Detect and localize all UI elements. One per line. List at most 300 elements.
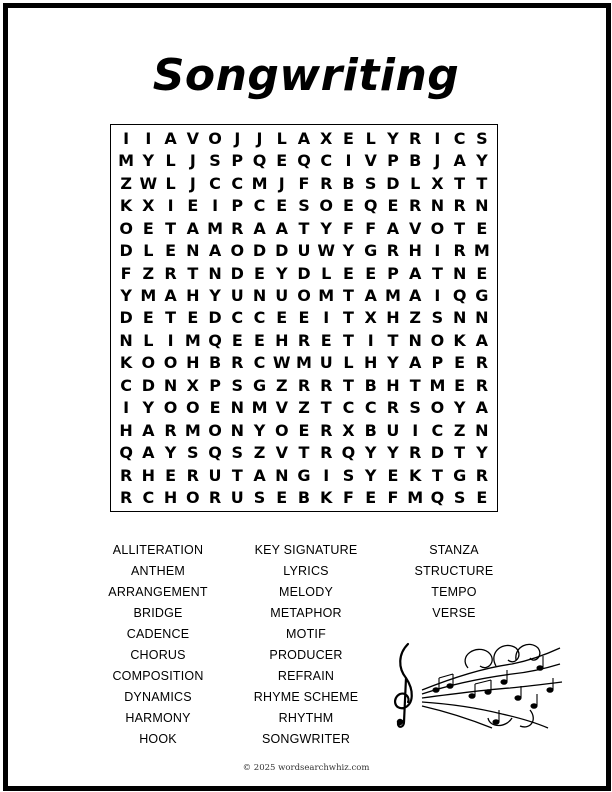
grid-letter: A [386,218,400,238]
grid-letter: A [364,286,377,306]
grid-letter: V [275,443,288,463]
grid-letter: D [297,263,311,283]
grid-letter: Y [387,353,399,373]
grid-letter: I [167,196,174,216]
grid-letter: G [364,241,378,261]
grid-letter: T [454,443,466,463]
grid-letter: T [454,173,466,193]
grid-letter: F [387,488,399,508]
grid-letter: E [165,465,177,485]
grid-letter: V [186,128,200,148]
grid-letter: M [184,330,201,350]
word-list-item: LYRICS [283,564,329,578]
grid-letter: Y [476,443,488,463]
grid-letter: J [189,151,196,171]
grid-letter: U [319,353,333,373]
grid-letter: R [409,128,422,148]
grid-letter: L [143,241,154,261]
grid-letter: E [276,308,288,328]
grid-letter: Y [253,420,266,440]
grid-letter: I [367,330,374,350]
grid-letter: P [231,196,244,216]
grid-letter: E [342,128,354,148]
grid-letter: O [186,488,200,508]
word-list-item: HOOK [139,732,177,746]
word-list-item: CADENCE [126,627,190,641]
grid-letter: E [276,196,288,216]
grid-letter: J [256,128,263,148]
grid-letter: A [408,353,422,373]
grid-letter: Z [253,443,266,463]
grid-letter: T [431,465,443,485]
grid-letter: U [230,488,244,508]
grid-letter: E [142,308,154,328]
grid-letter: R [320,420,333,440]
grid-letter: M [384,286,401,306]
grid-letter: M [251,173,268,193]
grid-letter: M [140,286,157,306]
grid-letter: R [119,465,133,485]
word-list-item: RHYTHM [278,711,334,725]
grid-letter: C [453,128,466,148]
grid-letter: X [342,420,355,440]
grid-letter: K [320,488,333,508]
grid-letter: U [208,465,222,485]
grid-letter: R [119,488,133,508]
grid-letter: Q [297,151,311,171]
grid-letter: C [253,196,266,216]
grid-letter: T [165,218,177,238]
copyright-footer: © 2025 wordsearchwhiz.com [242,763,370,773]
grid-letter: P [231,151,244,171]
grid-letter: E [387,196,399,216]
grid-letter: A [253,465,266,485]
word-list-item: CHORUS [130,648,186,662]
word-list-item: MOTIF [286,627,326,641]
grid-letter: E [342,263,354,283]
grid-letter: O [208,128,222,148]
grid-letter: D [230,263,244,283]
grid-letter: A [164,128,177,148]
word-list-item: BRIDGE [133,606,183,620]
grid-letter: E [298,308,310,328]
grid-letter: H [275,330,289,350]
grid-letter: I [434,241,441,261]
word-list-item: STANZA [429,543,479,557]
word-list-item: ALLITERATION [112,543,204,557]
grid-letter: Z [409,308,421,328]
grid-letter: L [343,353,354,373]
grid-letter: N [475,196,489,216]
grid-letter: N [408,330,422,350]
word-list-column-1 [100,540,216,750]
grid-letter: D [252,241,267,261]
grid-letter: T [231,465,243,485]
grid-letter: B [364,420,377,440]
grid-letter: E [342,196,354,216]
word-list-item: VERSE [432,606,476,620]
grid-letter: O [141,353,156,373]
grid-letter: A [408,286,422,306]
grid-letter: O [208,420,222,440]
grid-letter: R [320,173,333,193]
grid-letter: F [120,263,132,283]
grid-letter: E [254,263,265,283]
grid-letter: L [165,151,176,171]
grid-letter: Z [275,375,288,395]
grid-letter: D [275,241,289,261]
grid-letter: N [230,420,244,440]
grid-letter: S [231,375,244,395]
grid-letter: E [209,398,221,418]
grid-letter: P [209,375,221,395]
word-list-item: STRUCTURE [414,564,494,578]
grid-letter: K [408,465,422,485]
grid-letter: R [475,465,489,485]
word-list-item: HARMONY [125,711,191,725]
grid-letter: C [431,420,444,440]
grid-letter: N [252,286,267,306]
grid-letter: R [186,465,199,485]
grid-letter: N [475,308,489,328]
grid-letter: M [296,353,312,373]
grid-letter: R [164,420,177,440]
grid-letter: R [386,398,400,418]
grid-letter: J [189,173,196,193]
grid-letter: D [141,375,155,395]
grid-letter: R [297,375,311,395]
grid-letter: R [386,241,400,261]
word-list-item: SONGWRITER [261,732,351,746]
grid-letter: F [342,488,354,508]
grid-letter: D [119,308,133,328]
grid-letter: A [208,241,222,261]
grid-letter: P [431,353,444,373]
grid-letter: Z [453,420,466,440]
grid-letter: G [453,465,467,485]
grid-letter: E [187,308,199,328]
grid-letter: C [120,375,132,395]
grid-letter: N [452,308,467,328]
grid-letter: S [231,443,244,463]
grid-letter: Y [364,443,377,463]
grid-letter: K [119,353,133,373]
grid-letter: O [319,196,334,216]
grid-letter: E [476,488,488,508]
grid-letter: A [253,218,266,238]
grid-letter: F [365,218,377,238]
grid-letter: X [364,308,377,328]
grid-letter: T [343,375,354,395]
grid-letter: A [453,151,466,171]
grid-letter: L [276,128,287,148]
grid-letter: A [475,330,489,350]
grid-letter: Y [275,263,288,283]
word-list-item: ARRANGEMENT [108,585,208,599]
grid-letter: H [186,286,200,306]
grid-letter: T [187,263,199,283]
grid-letter: O [274,420,289,440]
grid-letter: Y [387,443,399,463]
grid-letter: T [343,286,354,306]
grid-letter: Q [430,488,445,508]
grid-letter: M [251,398,268,418]
word-list-item: DYNAMICS [124,690,192,704]
grid-letter: Q [363,196,378,216]
grid-letter: B [409,151,422,171]
grid-letter: W [317,241,336,261]
grid-letter: M [184,420,201,440]
grid-letter: Z [120,173,132,193]
grid-letter: E [365,488,377,508]
grid-letter: Y [164,443,177,463]
grid-letter: T [165,308,177,328]
grid-letter: U [230,286,244,306]
word-list-item: MELODY [279,585,333,599]
grid-letter: I [123,398,130,418]
grid-letter: E [187,196,199,216]
grid-letter: M [207,218,224,238]
grid-letter: L [143,330,154,350]
grid-letter: H [119,420,133,440]
grid-letter: O [297,286,311,306]
grid-letter: N [119,330,133,350]
grid-letter: R [231,218,244,238]
grid-letter: X [186,375,199,395]
grid-letter: G [297,465,311,485]
grid-letter: T [320,398,332,418]
grid-letter: R [297,330,311,350]
grid-letter: H [386,308,400,328]
grid-letter: I [145,128,152,148]
grid-letter: J [234,128,241,148]
grid-letter: C [320,151,333,171]
grid-letter: T [343,308,354,328]
grid-letter: H [163,488,178,508]
grid-letter: D [430,443,445,463]
grid-letter: N [475,420,489,440]
grid-letter: I [123,128,130,148]
grid-letter: O [163,398,178,418]
grid-letter: O [186,398,200,418]
grid-letter: C [342,398,355,418]
grid-letter: L [165,173,176,193]
grid-letter: N [208,263,222,283]
grid-letter: N [186,241,200,261]
grid-letter: K [453,330,466,350]
grid-letter: H [408,241,422,261]
grid-letter: X [320,128,333,148]
word-list-item: REFRAIN [277,669,335,683]
grid-letter: S [453,488,466,508]
grid-letter: C [231,173,244,193]
grid-letter: R [231,353,244,373]
grid-letter: A [297,128,311,148]
grid-letter: E [320,330,332,350]
grid-letter: O [230,241,245,261]
grid-letter: Y [142,398,155,418]
grid-letter: I [412,420,419,440]
grid-letter: V [364,151,377,171]
grid-letter: M [473,241,490,261]
grid-letter: R [475,353,489,373]
word-list-item: METAPHOR [270,606,342,620]
grid-letter: B [342,173,355,193]
grid-letter: N [230,398,244,418]
letter-grid [110,124,498,512]
grid-letter: O [430,218,445,238]
grid-letter: N [275,465,289,485]
grid-letter: H [141,465,156,485]
music-notes-icon [392,638,564,730]
grid-letter: S [364,173,377,193]
word-list-column-3 [396,540,512,624]
grid-letter: Y [342,241,355,261]
grid-letter: T [476,173,488,193]
grid-letter: F [298,173,310,193]
grid-letter: H [386,375,400,395]
grid-letter: D [119,241,133,261]
grid-letter: A [475,398,489,418]
grid-letter: R [453,241,466,261]
grid-letter: I [212,196,219,216]
grid-letter: Y [453,398,466,418]
grid-letter: L [410,173,421,193]
grid-letter: E [276,151,288,171]
grid-letter: G [252,375,267,395]
grid-letter: C [231,308,244,328]
grid-letter: S [476,128,488,148]
grid-letter: A [142,443,155,463]
grid-letter: S [431,308,444,328]
grid-letter: K [119,196,133,216]
grid-letter: T [343,330,354,350]
grid-letter: S [298,196,310,216]
grid-letter: E [387,465,399,485]
grid-letter: C [364,398,377,418]
grid-letter: E [454,375,466,395]
grid-letter: S [342,465,355,485]
grid-letter: R [320,443,333,463]
grid-letter: S [409,398,421,418]
word-list-item: PRODUCER [269,648,343,662]
word-list-item: RHYME SCHEME [253,690,359,704]
grid-letter: R [475,375,489,395]
grid-letter: Y [142,151,155,171]
grid-letter: O [430,330,445,350]
grid-letter: W [139,173,158,193]
grid-letter: T [298,218,310,238]
grid-letter: G [475,286,489,306]
grid-letter: E [476,218,488,238]
grid-letter: R [320,375,333,395]
grid-letter: N [163,375,178,395]
grid-letter: E [365,263,377,283]
grid-letter: S [253,488,266,508]
grid-letter: Q [208,443,222,463]
grid-letter: Q [252,151,267,171]
grid-letter: D [386,173,400,193]
word-list-item: ANTHEM [131,564,185,578]
grid-letter: T [409,375,421,395]
grid-letter: N [430,196,445,216]
grid-letter: Y [387,128,399,148]
grid-letter: I [345,151,352,171]
grid-letter: B [364,375,377,395]
word-list-column-2 [246,540,366,750]
grid-letter: V [408,218,422,238]
grid-letter: C [253,353,266,373]
grid-letter: R [208,488,222,508]
grid-letter: Q [208,330,222,350]
grid-letter: E [298,420,310,440]
grid-letter: H [186,353,200,373]
grid-letter: Y [320,218,333,238]
grid-letter: H [364,353,378,373]
grid-letter: A [186,218,200,238]
grid-letter: L [365,128,376,148]
grid-letter: T [454,218,466,238]
grid-letter: U [275,286,289,306]
grid-letter: A [142,420,155,440]
grid-letter: O [119,218,133,238]
grid-letter: M [429,375,446,395]
grid-letter: Z [298,398,310,418]
grid-letter: I [434,286,441,306]
grid-letter: Y [120,286,132,306]
grid-letter: T [387,330,399,350]
grid-letter: Q [119,443,133,463]
grid-letter: S [209,151,221,171]
grid-letter: I [323,465,330,485]
grid-letter: E [454,353,466,373]
page-title: Songwriting [152,50,460,101]
grid-letter: S [187,443,199,463]
grid-letter: A [408,263,422,283]
grid-letter: E [142,218,154,238]
grid-letter: I [167,330,174,350]
grid-letter: M [318,286,335,306]
grid-letter: Y [476,151,488,171]
grid-letter: M [118,151,135,171]
grid-letter: R [409,443,422,463]
grid-letter: R [164,263,177,283]
word-list-item: TEMPO [431,585,477,599]
grid-letter: C [209,173,221,193]
grid-letter: T [298,443,310,463]
grid-letter: R [453,196,466,216]
grid-letter: P [387,263,399,283]
grid-letter: Q [341,443,356,463]
grid-letter: E [165,241,177,261]
grid-letter: W [272,353,291,373]
grid-letter: L [321,263,332,283]
grid-letter: U [297,241,311,261]
grid-letter: B [208,353,222,373]
grid-letter: P [387,151,399,171]
grid-letter: D [208,308,222,328]
grid-letter: C [253,308,266,328]
grid-letter: J [434,151,441,171]
grid-letter: R [409,196,422,216]
grid-letter: Y [364,465,377,485]
grid-letter: U [386,420,400,440]
grid-letter: N [452,263,467,283]
grid-letter: E [254,330,265,350]
grid-letter: X [142,196,155,216]
grid-letter: Y [209,286,221,306]
grid-letter: C [142,488,155,508]
